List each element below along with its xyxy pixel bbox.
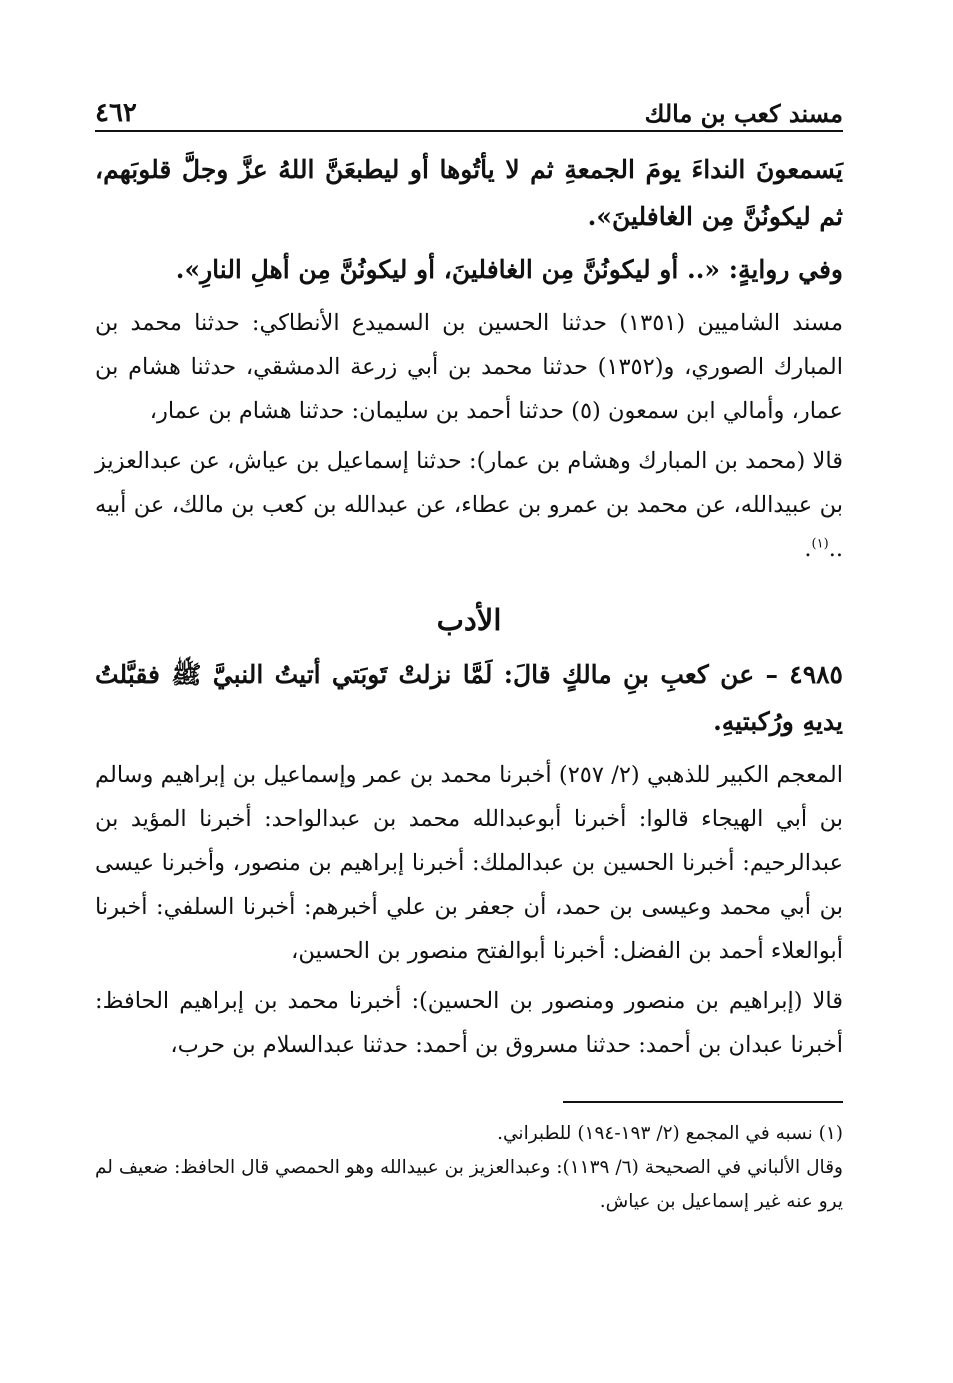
end-mark: . bbox=[804, 536, 812, 562]
hadith-entry bbox=[95, 651, 843, 745]
source-paragraph bbox=[95, 439, 843, 571]
section-title: الأدب bbox=[436, 603, 502, 637]
footnote: (١) نسبه في المجمع (٢/ ١٩٣-١٩٤) للطبراني. bbox=[497, 1123, 843, 1144]
hadith-text: عن كعبِ بنِ مالكٍ قالَ: لَمَّا نزلتْ تَوبَتي أتيتُ النبيَّ ﷺ فقبَّلتُ يديهِ ورُكبتيهِ. bbox=[95, 660, 843, 736]
variant-narration: وفي روايةٍ: «.. أو ليكونُنَّ مِن الغافلينَ، أو ليكونُنَّ مِن أهلِ النارِ». bbox=[175, 255, 843, 284]
source-text: قالا (محمد بن المبارك وهشام بن عمار): حدثنا إسماعيل بن عياش، عن عبدالعزيز بن عبيدالله، عن محمد بن عمرو بن عطاء، عن عبدالله بن كعب بن مالك، عن أبيه .. bbox=[95, 448, 843, 562]
source-text: مسند الشاميين (١٣٥١) حدثنا الحسين بن السميدع الأنطاكي: حدثنا محمد بن المبارك الصوري، و(١٣٥٢) حدثنا محمد بن أبي زرعة الدمشقي، حدثنا هشام بن عمار، وأمالي ابن سمعون (٥) حدثنا أحمد بن سليمان: حدثنا هشام بن عمار، bbox=[95, 310, 843, 424]
source-paragraph: قالا (إبراهيم بن منصور ومنصور بن الحسين): أخبرنا محمد بن إبراهيم الحافظ: أخبرنا عبدان بن أحمد: حدثنا مسروق بن أحمد: حدثنا عبدالسلام بن حرب، bbox=[95, 988, 843, 1058]
footnote-separator bbox=[563, 1101, 843, 1103]
hadith-continuation: يَسمعونَ النداءَ يومَ الجمعةِ ثم لا يأتُوها أو ليطبعَنَّ اللهُ عزَّ وجلَّ قلوبَهم، ثم ليكونُنَّ مِن الغافلينَ». bbox=[95, 155, 843, 231]
source-paragraph bbox=[95, 301, 843, 433]
running-title: مسند كعب بن مالك bbox=[644, 99, 843, 128]
book-page bbox=[95, 88, 843, 1219]
hadith-number: ٤٩٨٥ bbox=[789, 660, 843, 689]
footnote-reference[interactable]: (١) bbox=[811, 536, 829, 552]
page-header bbox=[95, 88, 843, 132]
hadith-dash: – bbox=[765, 660, 778, 689]
source-paragraph: المعجم الكبير للذهبي (٢/ ٢٥٧) أخبرنا محمد بن عمر وإسماعيل بن إبراهيم وسالم بن أبي الهيجاء قالوا: أخبرنا أبوعبدالله محمد بن عبدالواحد: أخبرنا المؤيد بن عبدالرحيم: أخبرنا الحسين بن عبدالملك: أخبرنا إبراهيم بن منصور، وأخبرنا عيسى بن أبي محمد وعيسى بن حمد، أن جعفر بن علي أخبرهم: أخبرنا السلفي: أخبرنا أبوالعلاء أحمد بن الفضل: أخبرنا أبوالفتح منصور بن الحسين، bbox=[95, 762, 844, 964]
footnote: وقال الألباني في الصحيحة (٦/ ١١٣٩): وعبدالعزيز بن عبيدالله وهو الحمصي قال الحافظ: ضعيف لم يرو عنه غير إسماعيل بن عياش. bbox=[95, 1157, 843, 1212]
page-number: ٤٦٢ bbox=[95, 98, 137, 128]
